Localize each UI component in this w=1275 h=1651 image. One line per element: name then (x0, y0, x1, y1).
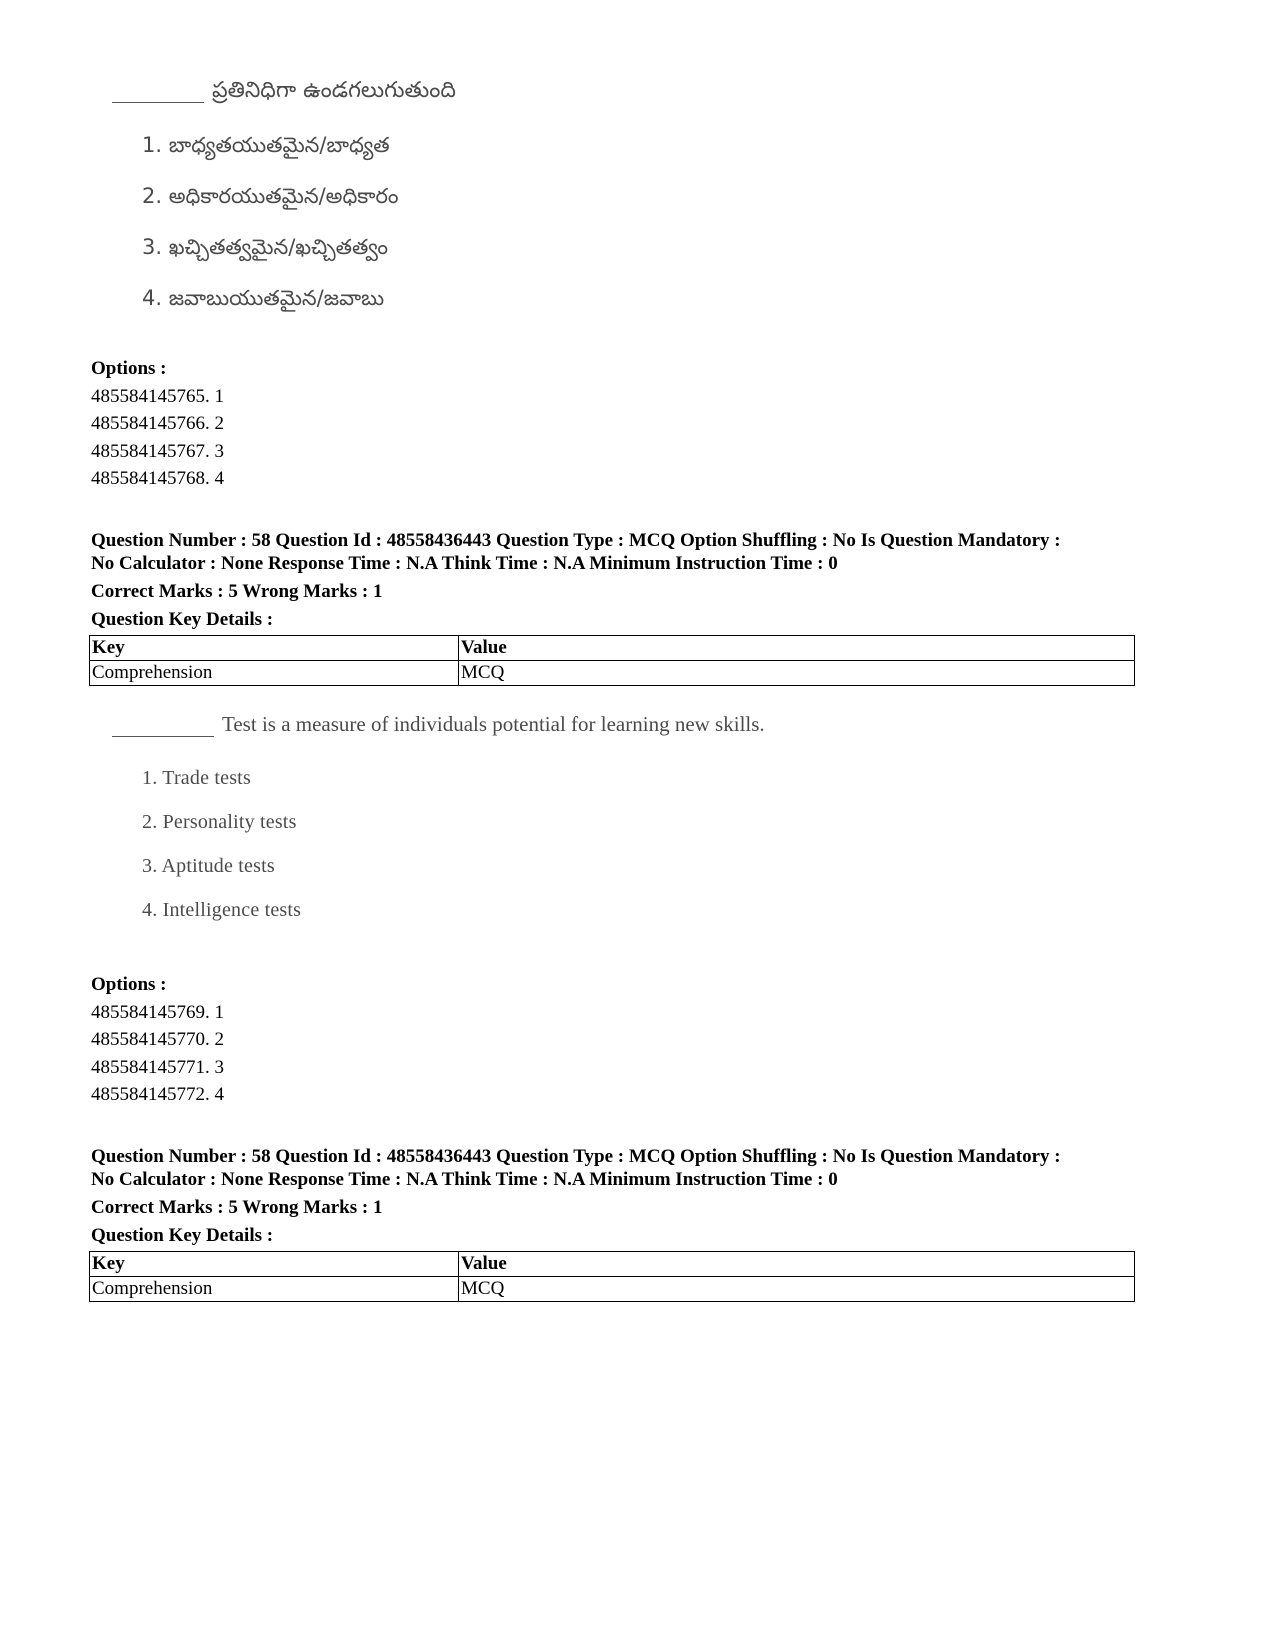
question-meta (91, 529, 1141, 631)
option-item: 485584145771. 3 (91, 1056, 224, 1078)
key-details-heading: Question Key Details : (91, 1225, 274, 1246)
option-item: 485584145765. 1 (91, 385, 224, 407)
table-cell: Comprehension (90, 1277, 459, 1302)
table-row (90, 1277, 1135, 1302)
question-choice-4: 4. జవాబుయుతమైన/జవాబు (142, 286, 385, 310)
options-list (91, 971, 224, 1109)
table-cell: Comprehension (90, 661, 459, 686)
question-stem: Test is a measure of individuals potential for learning new skills. (112, 712, 765, 746)
option-item: 485584145767. 3 (91, 440, 224, 462)
question-info-line-1: Question Number : 58 Question Id : 48558436443 Question Type : MCQ Option Shuffling : No Is Question Mandatory : (91, 1146, 1061, 1167)
question-stem: ప్రతినిధిగా ఉండగలుగుతుంది (112, 78, 456, 112)
question-choice-1: 1. Trade tests (142, 767, 251, 789)
question-info-line-2: No Calculator : None Response Time : N.A Think Time : N.A Minimum Instruction Time : 0 (91, 553, 838, 574)
option-item: 485584145769. 1 (91, 1001, 224, 1023)
fill-in-blank (112, 102, 204, 103)
option-item: 485584145768. 4 (91, 468, 224, 490)
question-choice-2: 2. అధికారయుతమైన/అధికారం (142, 184, 399, 208)
question-choice-1: 1. బాధ్యతయుతమైన/బాధ్యత (142, 133, 390, 157)
table-header-row (90, 636, 1135, 661)
key-details-table (89, 1251, 1135, 1302)
question-image-english (112, 712, 765, 922)
table-cell: MCQ (459, 1277, 1135, 1302)
options-heading: Options : (91, 358, 167, 379)
marks-line: Correct Marks : 5 Wrong Marks : 1 (91, 581, 383, 602)
key-details-table (89, 635, 1135, 686)
question-choice-3: 3. Aptitude tests (142, 855, 275, 877)
question-info-line-1: Question Number : 58 Question Id : 48558436443 Question Type : MCQ Option Shuffling : No Is Question Mandatory : (91, 530, 1061, 551)
option-item: 485584145772. 4 (91, 1084, 224, 1106)
option-item: 485584145766. 2 (91, 413, 224, 435)
option-item: 485584145770. 2 (91, 1029, 224, 1051)
key-details-heading: Question Key Details : (91, 609, 274, 630)
marks-line: Correct Marks : 5 Wrong Marks : 1 (91, 1197, 383, 1218)
table-header-cell: Value (459, 636, 1135, 661)
options-heading: Options : (91, 974, 167, 995)
question-choice-3: 3. ఖచ్చితత్వమైన/ఖచ్చితత్వం (142, 235, 389, 259)
question-info-line-2: No Calculator : None Response Time : N.A Think Time : N.A Minimum Instruction Time : 0 (91, 1169, 838, 1190)
table-row (90, 661, 1135, 686)
options-list (91, 355, 224, 493)
question-choice-2: 2. Personality tests (142, 811, 297, 833)
question-image-telugu (112, 78, 456, 316)
table-header-row (90, 1252, 1135, 1277)
table-header-cell: Key (90, 636, 459, 661)
question-meta (91, 1145, 1141, 1247)
table-header-cell: Value (459, 1252, 1135, 1277)
table-cell: MCQ (459, 661, 1135, 686)
question-choice-4: 4. Intelligence tests (142, 899, 302, 921)
fill-in-blank (112, 736, 214, 737)
table-header-cell: Key (90, 1252, 459, 1277)
